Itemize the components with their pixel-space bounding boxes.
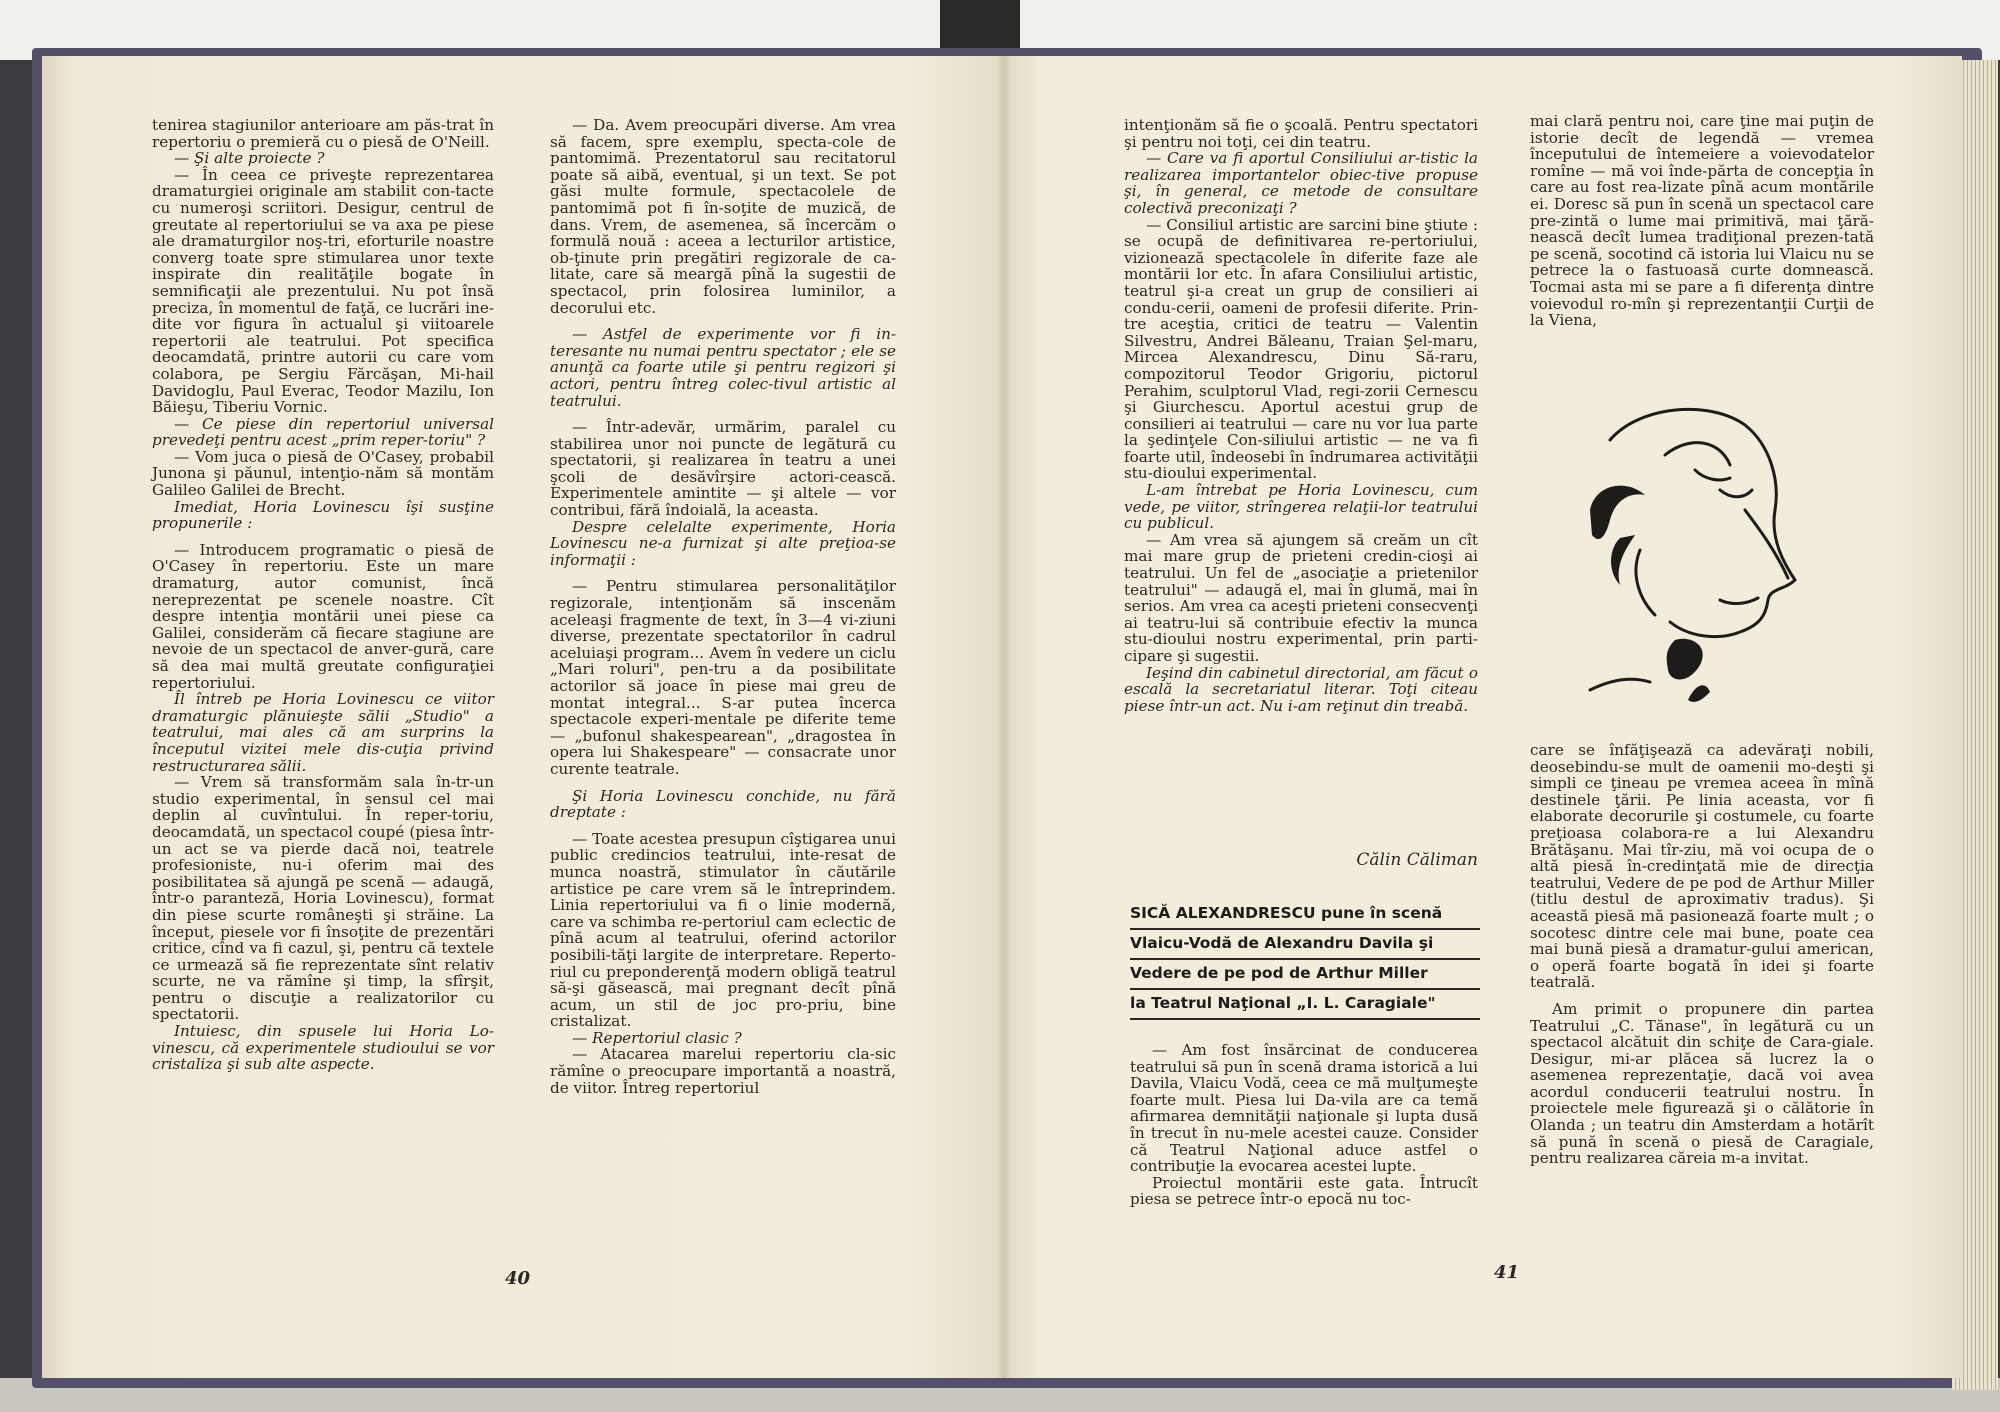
paragraph: Ieşind din cabinetul directorial, am făcut o escală la secretariatul literar. Toţi citeau piese într-un act. Nu i-am reţinut din treabă. (1124, 663, 1478, 715)
article-headline (1130, 900, 1480, 1020)
paragraph: intenţionăm să fie o şcoală. Pentru spectatori şi pentru noi toţi, cei din teatru. (1124, 116, 1478, 151)
paragraph: — Da. Avem preocupări diverse. Am vrea să facem, spre exemplu, specta-cole de pantomimă. Prezentatorul sau recitatorul poate să aibă, eventual, şi un text. Se pot găsi multe formule, spectacolele de pantomimă pot fi în-soţite de muzică, de dans. Vrem, de asemenea, să încercăm o formulă nouă : aceea a lecturilor artistice, ob-ţinute prin pregătiri regizorale de ca-litate, care să meargă pînă la sugestii de spectacol, prin folosirea luminilor, a decorului etc. (550, 116, 896, 317)
paragraph: — Pentru stimularea personalităţilor regizorale, intenţionăm să inscenăm aceleaşi fragmente de text, în 3—4 vi-ziuni diverse, prezentate spectatorilor în cadrul aceluiaşi program... Avem în vedere un ciclu „Mari roluri", pen-tru a da posibilitate actorilor să joace în piese mai greu de montat integral... S-ar putea încerca spectacole experi-mentale pe diferite teme — „bufonul shakespearean", „dragostea în opera lui Shakespeare" — consacrate unor curente teatrale. (550, 577, 896, 778)
paragraph: — Repertoriul clasic ? (572, 1028, 742, 1047)
author-signature: Călin Căliman (1356, 850, 1478, 870)
paragraph: Despre celelalte experimente, Horia Lovinescu ne-a furnizat şi alte preţioa-se informaţii : (550, 517, 896, 569)
paragraph: — Ce piese din repertoriul universal prevedeţi pentru acest „prim reper-toriu" ? (152, 414, 494, 450)
paragraph: Intuiesc, din spusele lui Horia Lo-vinescu, că experimentele studioului se vor cristaliza şi sub alte aspecte. (152, 1022, 494, 1074)
right-page-column-2-upper (1530, 113, 1874, 329)
paragraph: — Şi alte proiecte ? (174, 149, 325, 168)
paragraph: Proiectul montării este gata. Întrucît piesa se petrece într-o epocă nu toc- (1130, 1173, 1478, 1209)
signature-block (1124, 846, 1478, 869)
headline-line-3: Vedere de pe pod de Arthur Miller (1130, 960, 1480, 990)
right-page-column-1 (1124, 117, 1478, 714)
page-number-right: 41 (1494, 1262, 1520, 1283)
book-gutter (996, 56, 1012, 1378)
right-page-column-2-lower (1530, 742, 1874, 1167)
paragraph: L-am întrebat pe Horia Lovinescu, cum vede, pe viitor, strîngerea relaţii-lor teatrului cu publicul. (1124, 481, 1478, 533)
page-number-left: 40 (505, 1268, 531, 1289)
left-page-column-1 (152, 117, 494, 1073)
paragraph: — Introducem programatic o piesă de O'Casey în repertoriu. Este un mare dramaturg, autor comunist, încă nereprezentat pe scenele noastre. Cît despre intenţia montării unei piese ca Galilei, considerăm că fiecare stagiune are nevoie de un spectacol de anver-gură, care să dea mai multă greutate configuraţiei repertoriului. (152, 540, 494, 692)
paragraph: tenirea stagiunilor anterioare am păs-trat în repertoriu o premieră cu o piesă de O'Neill. (152, 116, 494, 151)
paragraph: — Am vrea să ajungem să creăm un cît mai mare grup de prieteni credin-cioşi ai teatrului. Un fel de „asociaţie a prietenilor teatrului" — adaugă el, mai în glumă, mai în serios. Am vrea ca aceşti prieteni consecvenţi ai teatru-lui să contribuie efectiv la munca stu-dioului nostru experimental, prin parti-cipare şi sugestii. (1124, 530, 1478, 665)
right-page-column-1-lower (1130, 1042, 1478, 1208)
paragraph: Imediat, Horia Lovinescu îşi susţine propunerile : (152, 497, 494, 533)
paragraph: mai clară pentru noi, care ţine mai puţin de istorie decît de legendă — vremea începutului de întemeiere a voievodatelor romîne — mă voi înde-părta de concepţia în care au fost rea-lizate pînă acum montările ei. Doresc să pun în scenă un spectacol care pre-zintă o lume mai primitivă, mai ţără-nească decît lumea tradiţional prezen-tată pe scenă, socotind că istoria lui Vlaicu nu se petrece la o fastuoasă curte domnească. Tocmai asta mi se pare a fi diferenţa dintre voievodul ro-mîn şi reprezentanţii Curţii de la Viena, (1530, 112, 1874, 330)
paragraph: — Care va fi aportul Consiliului ar-tistic la realizarea importantelor obiec-tive propuse şi, în general, ce metode de consultare colectivă preconizaţi ? (1124, 149, 1478, 217)
left-page-column-2 (550, 117, 896, 1096)
headline-line-2: Vlaicu-Vodă de Alexandru Davila şi (1130, 930, 1480, 960)
paragraph: — Într-adevăr, urmărim, paralel cu stabilirea unor noi puncte de legătură cu spectatorii, şi realizarea în teatru a unei şcoli de desăvîrşire actori-cească. Experimentele amintite — şi altele — vor contribui, fără îndoială, la aceasta. (550, 418, 896, 520)
paragraph: care se înfăţişează ca adevăraţi nobili, deosebindu-se mult de oamenii mo-deşti şi simpli ce ţineau pe vremea aceea în mînă destinele ţării. Pe linia aceasta, vor fi elaborate decorurile şi costumele, cu foarte preţioasa colabora-re a lui Alexandru Brătăşanu. Mai tîr-ziu, mă voi ocupa de o altă piesă în-credinţată mie de direcţia teatrului, Vedere de pe pod de Arthur Miller (titlu destul de aproximativ tradus). Şi această piesă mă pasionează foarte mult ; o socotesc dintre cele mai bune, poate cea mai bună piesă a dramatur-gului american, o operă foarte bogată în idei şi foarte teatrală. (1530, 741, 1874, 992)
paragraph: — În ceea ce priveşte reprezentarea dramaturgiei originale am stabilit con-tacte cu numeroşi scriitori. Desigur, centrul de greutate al repertoriului se va axa pe piese ale dramaturgilor noş-tri, eforturile noastre converg toate spre stimularea unor texte inspirate din realităţile bogate în semnificaţii ale prezentului. Nu pot însă preciza, în momentul de faţă, ce lucrări ine-dite vor figura în actualul şi viitoarele repertorii ale teatrului. Pot specifica deocamdată, printre autorii cu care vom colabora, pe Sergiu Fărcăşan, Mi-hail Davidoglu, Paul Everac, Teodor Mazilu, Ion Băieşu, Tiberiu Vornic. (152, 165, 494, 417)
headline-line-1: SICĂ ALEXANDRESCU pune în scenă (1130, 900, 1480, 930)
paragraph: Îl întreb pe Horia Lovinescu ce viitor dramaturgic plănuieşte sălii „Studio" a teatrului, mai ales că am surprins la începutul vizitei mele dis-cuţia privind restructurarea sălii. (152, 690, 494, 775)
paragraph: Şi Horia Lovinescu conchide, nu fără dreptate : (550, 786, 896, 822)
headline-line-4: la Teatrul Naţional „I. L. Caragiale" (1130, 990, 1480, 1020)
paragraph: — Astfel de experimente vor fi in-teresante nu numai pentru spectator ; ele se anunţă ca foarte utile şi pentru regizori şi actori, pentru întreg colec-tivul artistic al teatrului. (550, 325, 896, 410)
paragraph: — Vom juca o piesă de O'Casey, probabil Junona şi păunul, intenţio-năm să montăm Galileo Galilei de Brecht. (152, 447, 494, 500)
paragraph: Am primit o propunere din partea Teatrului „C. Tănase", în legătură cu un spectacol alcătuit din schiţe de Cara-giale. Desigur, mi-ar plăcea să lucrez la o asemenea reprezentaţie, dacă voi avea acordul conducerii teatrului nostru. În proiectele mele figurează şi o călătorie în Olanda ; un teatru din Amsterdam a hotărît să pună în scenă o piesă de Caragiale, pentru realizarea căreia m-a invitat. (1530, 999, 1874, 1168)
paragraph: — Am fost însărcinat de conducerea teatrului să pun în scenă drama istorică a lui Davila, Vlaicu Vodă, ceea ce mă mulţumeşte foarte mult. Piesa lui Da-vila are ca temă afirmarea demnităţii naţionale şi lupta dusă în trecut în nu-mele acestei cauze. Consider că Teatrul Naţional aduce astfel o contribuţie la evocarea acestei lupte. (1130, 1041, 1478, 1176)
paragraph: — Vrem să transformăm sala în-tr-un studio experimental, în sensul cel mai deplin al cuvîntului. În reper-toriu, deocamdată, un spectacol coupé (piesa într-un act se va pierde dacă noi, teatrele profesioniste, nu-i oferim mai des posibilitatea să ajungă pe scenă — adaugă, într-o paranteză, Horia Lovinescu), format din piese scurte româneşti şi străine. La început, piesele vor fi însoţite de prezentări critice, cînd va fi cazul, şi, pentru că textele ce urmează să fie reprezentate sînt relativ scurte, ne va rămîne şi timp, la sfîrşit, pentru o discuţie a realizatorilor cu spectatorii. (152, 773, 494, 1024)
paragraph: — Atacarea marelui repertoriu cla-sic rămîne o preocupare importantă a noastră, de viitor. Întreg repertoriul (550, 1045, 896, 1097)
paragraph: — Consiliul artistic are sarcini bine ştiute : se ocupă de definitivarea re-pertoriului, vizionează spectacolele în diferite faze ale montării lor etc. În afara Consiliului artistic, teatrul şi-a creat un grup de consilieri ai condu-cerii, oameni de profesii diferite. Prin-tre aceştia, critici de teatru — Valentin Silvestru, Andrei Băleanu, Traian Şel-maru, Mircea Alexandrescu, Dinu Să-raru, compozitorul Teodor Grigoriu, pictorul Perahim, sculptorul Vlad, regi-zorii Cernescu şi Giurchescu. Aportul acestui grup de consilieri ai teatrului — care nu vor lua parte la şedinţele Con-siliului artistic — ne va fi foarte util, îndeosebi în îndrumarea activităţii stu-dioului experimental. (1124, 215, 1478, 483)
caricature-illustration (1570, 400, 1840, 710)
paragraph: — Toate acestea presupun cîştigarea unui public credincios teatrului, inte-resat de munca noastră, stimulator în căutările artistice pe care vrem să le întreprindem. Linia repertoriului va fi o linie modernă, care va schimba re-pertoriul cam eclectic de pînă acum al teatrului, oferind actorilor posibili-tăţi largite de interpretare. Reperto-riul cu preponderenţă modern obligă teatrul să-şi găsească, mai pregnant decît pînă acum, un stil de joc pro-priu, bine cristalizat. (550, 829, 896, 1031)
